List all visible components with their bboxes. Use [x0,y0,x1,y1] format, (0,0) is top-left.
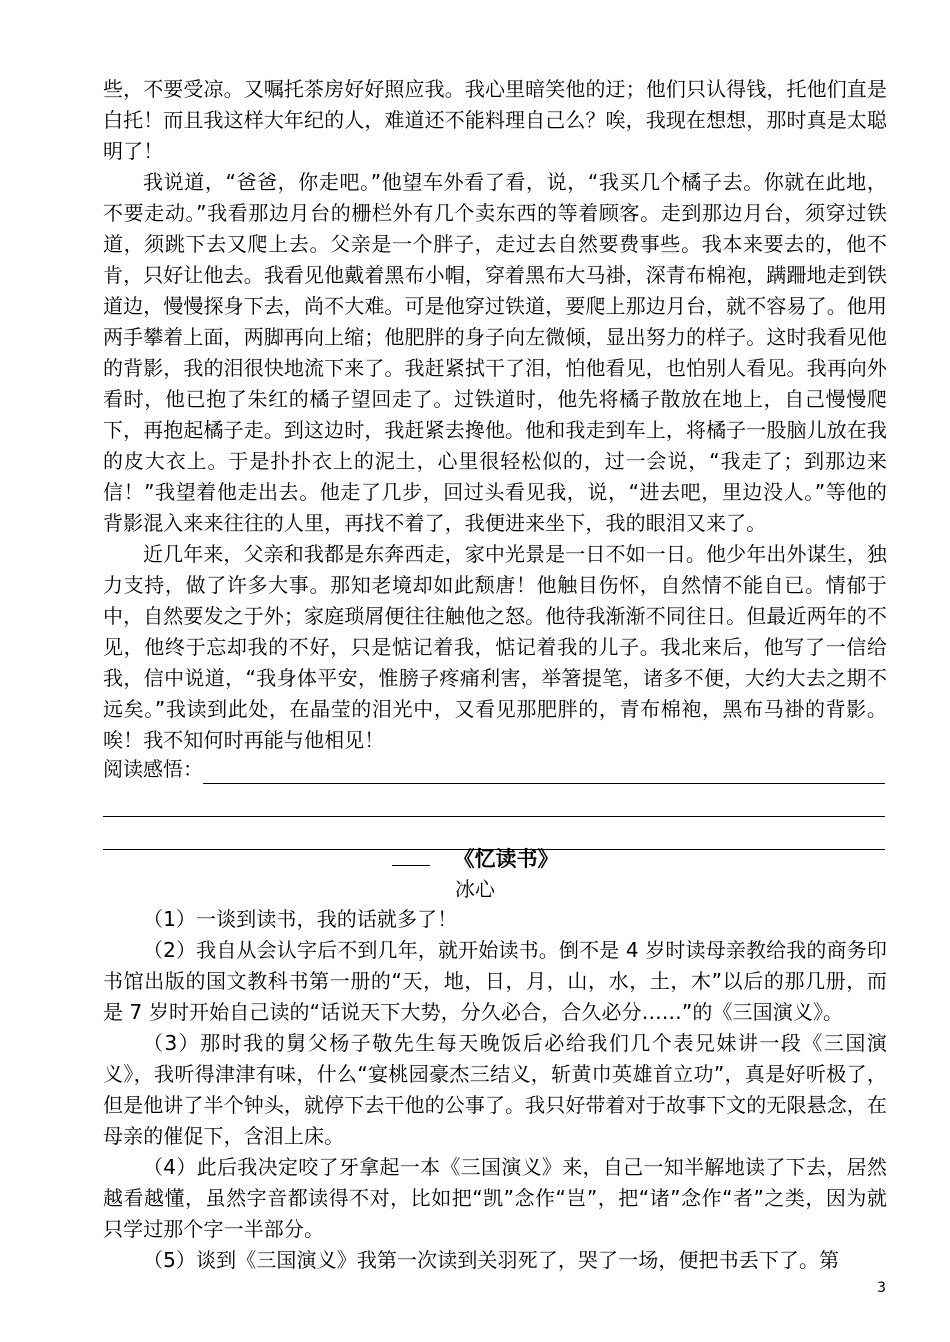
passage-yidushu [103,904,887,1276]
page-number: 3 [877,1280,886,1296]
passage-author: 冰心 [455,877,495,901]
passage-paragraph: 近几年来，父亲和我都是东奔西走，家中光景是一日不如一日。他少年出外谋生，独力支持，做了许多大事。那知老境却如此颓唐！他触目伤怀，自然情不能自已。情郁于中，自然要发之于外；家庭琐屑便往往触他之怒。他待我渐渐不同往日。但最近两年的不见，他终于忘却我的不好，只是惦记着我，惦记着我的儿子。我北来后，他写了一信给我，信中说道，“我身体平安，惟膀子疼痛利害，举箸提笔，诸多不便，大约大去之期不远矣。”我读到此处，在晶莹的泪光中，又看见那肥胖的，青布棉袍，黑布马褂的背影。唉！我不知何时再能与他相见！ [103,542,887,752]
answer-line[interactable] [203,761,885,784]
numbered-paragraph: （2）我自从会认字后不到几年，就开始读书。倒不是 4 岁时读母亲教给我的商务印书馆出版的国文教科书第一册的“天，地，日，月，山，水，土，木”以后的那几册，而是 7 岁时开始自己读的“话说天下大势，分久必合，合久必分……”的《三国演义》。 [103,938,887,1024]
answer-line[interactable] [103,784,885,817]
numbered-paragraph: （5）谈到《三国演义》我第一次读到关羽死了，哭了一场，便把书丢下了。第 [143,1248,840,1272]
passage-beiying [103,74,887,756]
passage-paragraph: 些，不要受凉。又嘱托茶房好好照应我。我心里暗笑他的迂；他们只认得钱，托他们直是白托！而且我这样大年纪的人，难道还不能料理自己么？唉，我现在想想，那时真是太聪明了！ [103,77,887,163]
reading-response-area [103,750,885,850]
numbered-paragraph: （3）那时我的舅父杨子敬先生每天晚饭后必给我们几个表兄妹讲一段《三国演义》，我听得津津有味，什么“宴桃园豪杰三结义，斩黄巾英雄首立功”，真是好听极了，但是他讲了半个钟头，就停下去干他的公事了。我只好带着对于故事下文的无限悬念，在母亲的催促下，含泪上床。 [103,1031,887,1148]
passage-title: 《忆读书》 [453,847,559,871]
numbered-paragraph: （1）一谈到读书，我的话就多了！ [143,907,458,931]
passage-paragraph: 我说道，“爸爸，你走吧。”他望车外看了看，说，“我买几个橘子去。你就在此地，不要走动。”我看那边月台的栅栏外有几个卖东西的等着顾客。走到那边月台，须穿过铁道，须跳下去又爬上去。父亲是一个胖子，走过去自然要费事些。我本来要去的，他不肯，只好让他去。我看见他戴着黑布小帽，穿着黑布大马褂，深青布棉袍，蹒跚地走到铁道边，慢慢探身下去，尚不大难。可是他穿过铁道，要爬上那边月台，就不容易了。他用两手攀着上面，两脚再向上缩；他肥胖的身子向左微倾，显出努力的样子。这时我看见他的背影，我的泪很快地流下来了。我赶紧拭干了泪，怕他看见，也怕别人看见。我再向外看时，他已抱了朱红的橘子望回走了。过铁道时，他先将橘子散放在地上，自己慢慢爬下，再抱起橘子走。到这边时，我赶紧去搀他。他和我走到车上，将橘子一股脑儿放在我的皮大衣上。于是扑扑衣上的泥土，心里很轻松似的，过一会说，“我走了；到那边来信！”我望着他走出去。他走了几步，回过头看见我，说，“进去吧，里边没人。”等他的背影混入来来往往的人里，再找不着了，我便进来坐下，我的眼泪又来了。 [103,170,887,535]
passage-title-row [0,844,950,874]
response-label: 阅读感悟： [103,757,203,781]
response-first-line [103,750,885,784]
title-blank[interactable] [392,847,430,866]
numbered-paragraph: （4）此后我决定咬了牙拿起一本《三国演义》来，自己一知半解地读了下去，居然越看越懂，虽然字音都读得不对，比如把“凯”念作“岂”，把“诸”念作“者”之类，因为就只学过那个字一半部分。 [103,1155,887,1241]
